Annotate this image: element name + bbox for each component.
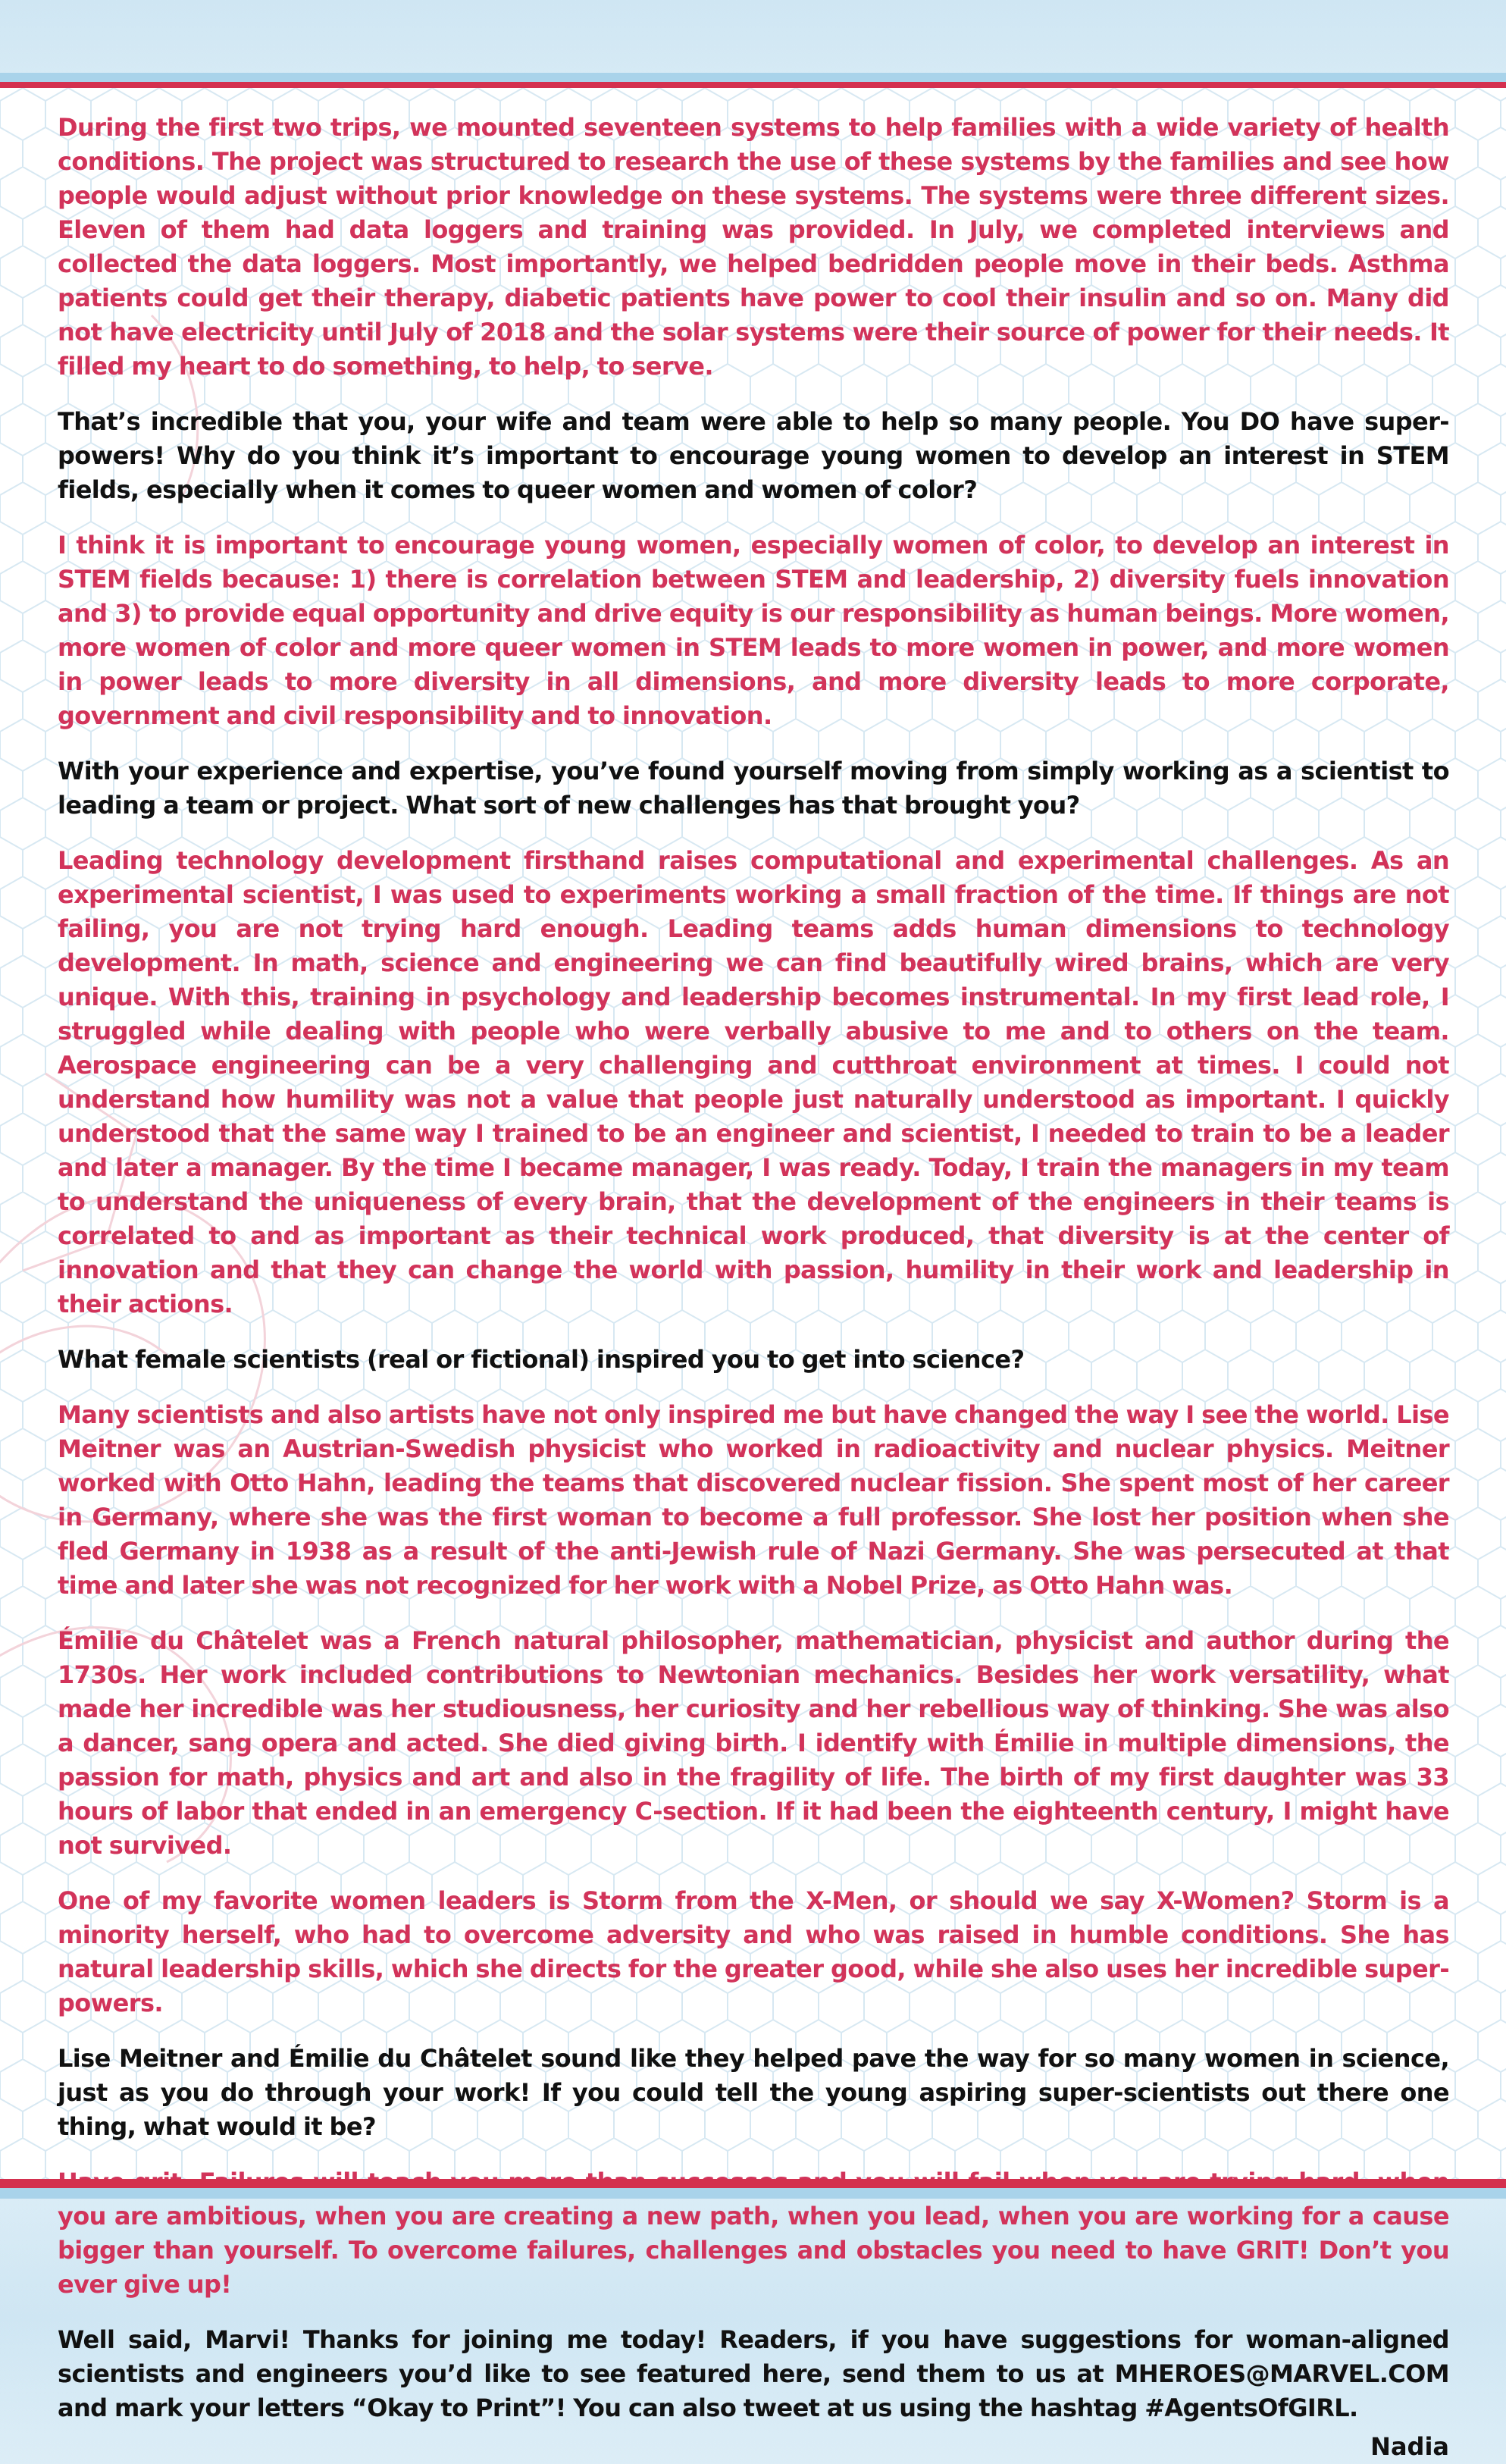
top-frame-band <box>0 73 1506 82</box>
answer-paragraph: One of my favorite women leaders is Storm from the X-Men, or should we say X-Women? Storm is a minority herself, who had to overcome adversity and who was raised in humble conditions. She has natural leadership skills, which she directs for the greater good, while she also uses her incredible super-powers. <box>58 1886 1449 2017</box>
answer-paragraph: Many scientists and also artists have not only inspired me but have changed the way I see the world. Lise Meitner was an Austrian-Swedish physicist who worked in radioactivity and nuclear physics. Meitner worked with Otto Hahn, leading the teams that discovered nuclear fission. She spent most of her career in Germany, where she was the first woman to become a full professor. She lost her position when she fled Germany in 1938 as a result of the anti-Jewish rule of Nazi Germany. She was persecuted at that time and later she was not recognized for her work with a Nobel Prize, as Otto Hahn was. <box>58 1400 1449 1600</box>
bottom-accent-stripe <box>0 2179 1506 2188</box>
question-paragraph: That’s incredible that you, your wife and team were able to help so many people. You DO have super-powers! Why do you think it’s important to encourage young women to develop an interest in STEM fields, especially when it comes to queer women and women of color? <box>58 407 1449 504</box>
article-panel <box>0 88 1506 2461</box>
question-paragraph: What female scientists (real or fictional) inspired you to get into science? <box>58 1345 1025 1374</box>
answer-paragraph: I think it is important to encourage young women, especially women of color, to develop an interest in STEM fields because: 1) there is correlation between STEM and leadership, 2) diversity fuels innovation and 3) to provide equal opportunity and drive equity is our responsibility as human beings. More women, more women of color and more queer women in STEM leads to more women in power, and more women in power leads to more diversity in all dimensions, and more diversity leads to more corporate, government and civil responsibility and to innovation. <box>58 531 1449 730</box>
top-accent-stripe <box>0 82 1506 88</box>
answer-paragraph: During the first two trips, we mounted seventeen systems to help families with a wide variety of health conditions. The project was structured to research the use of these systems by the families and see how people would adjust without prior knowledge on these systems. The systems were three different sizes. Eleven of them had data loggers and training was provided. In July, we completed interviews and collected the data loggers. Most importantly, we helped bedridden people move in their beds. Asthma patients could get their therapy, diabetic patients have power to cool their insulin and so on. Many did not have electricity until July of 2018 and the solar systems were their source of power for their needs. It filled my heart to do something, to help, to serve. <box>58 113 1449 381</box>
author-signature: Nadia <box>1370 2432 1449 2461</box>
question-paragraph: Lise Meitner and Émilie du Châtelet sound like they helped pave the way for so many women in science, just as you do through your work! If you could tell the young aspiring super-scientists out there one thing, what would it be? <box>58 2044 1449 2141</box>
answer-paragraph: Leading technology development firsthand raises computational and experimental challenges. As an experimental scientist, I was used to experiments working a small fraction of the time. If things are not failing, you are not trying hard enough. Leading teams adds human dimensions to technology development. In math, science and engineering we can find beautifully wired brains, which are very unique. With this, training in psychology and leadership becomes instrumental. In my first lead role, I struggled while dealing with people who were verbally abusive to me and to others on the team. Aerospace engineering can be a very challenging and cutthroat environment at times. I could not understand how humility was not a value that people just naturally understood as important. I quickly understood that the same way I trained to be an engineer and scientist, I needed to train to be a leader and later a manager. By the time I became manager, I was ready. Today, I train the managers in my team to understand the uniqueness of every brain, that the development of the engineers in their teams is correlated to and as important as their technical work produced, that diversity is at the center of innovation and that they can change the world with passion, humility in their work and leadership in their actions. <box>58 846 1449 1318</box>
closing-paragraph: Well said, Marvi! Thanks for joining me today! Readers, if you have suggestions for woman-aligned scientists and engineers you’d like to see featured here, send them to us at MHEROES@MARVEL.COM and mark your letters “Okay to Print”! You can also tweet at us using the hashtag #AgentsOfGIRL. <box>58 2325 1449 2422</box>
answer-paragraph: you are ambitious, when you are creating a new path, when you lead, when you are working for a cause bigger than yourself. To overcome failures, challenges and obstacles you need to have GRIT! Don’t you ever give up! <box>58 2202 1449 2299</box>
question-paragraph: With your experience and expertise, you’ve found yourself moving from simply working as a scientist to leading a team or project. What sort of new challenges has that brought you? <box>58 757 1449 820</box>
bottom-frame-band <box>0 2188 1506 2199</box>
article-body <box>58 111 1449 2464</box>
answer-paragraph: Émilie du Châtelet was a French natural philosopher, mathematician, physicist and author during the 1730s. Her work included contributions to Newtonian mechanics. Besides her work versatility, what made her incredible was her studiousness, her curiosity and her rebellious way of thinking. She was also a dancer, sang opera and acted. She died giving birth. I identify with Émilie in multiple dimensions, the passion for math, physics and art and also in the fragility of life. The birth of my first daughter was 33 hours of labor that ended in an emergency C-section. If it had been the eighteenth century, I might have not survived. <box>58 1626 1449 1860</box>
